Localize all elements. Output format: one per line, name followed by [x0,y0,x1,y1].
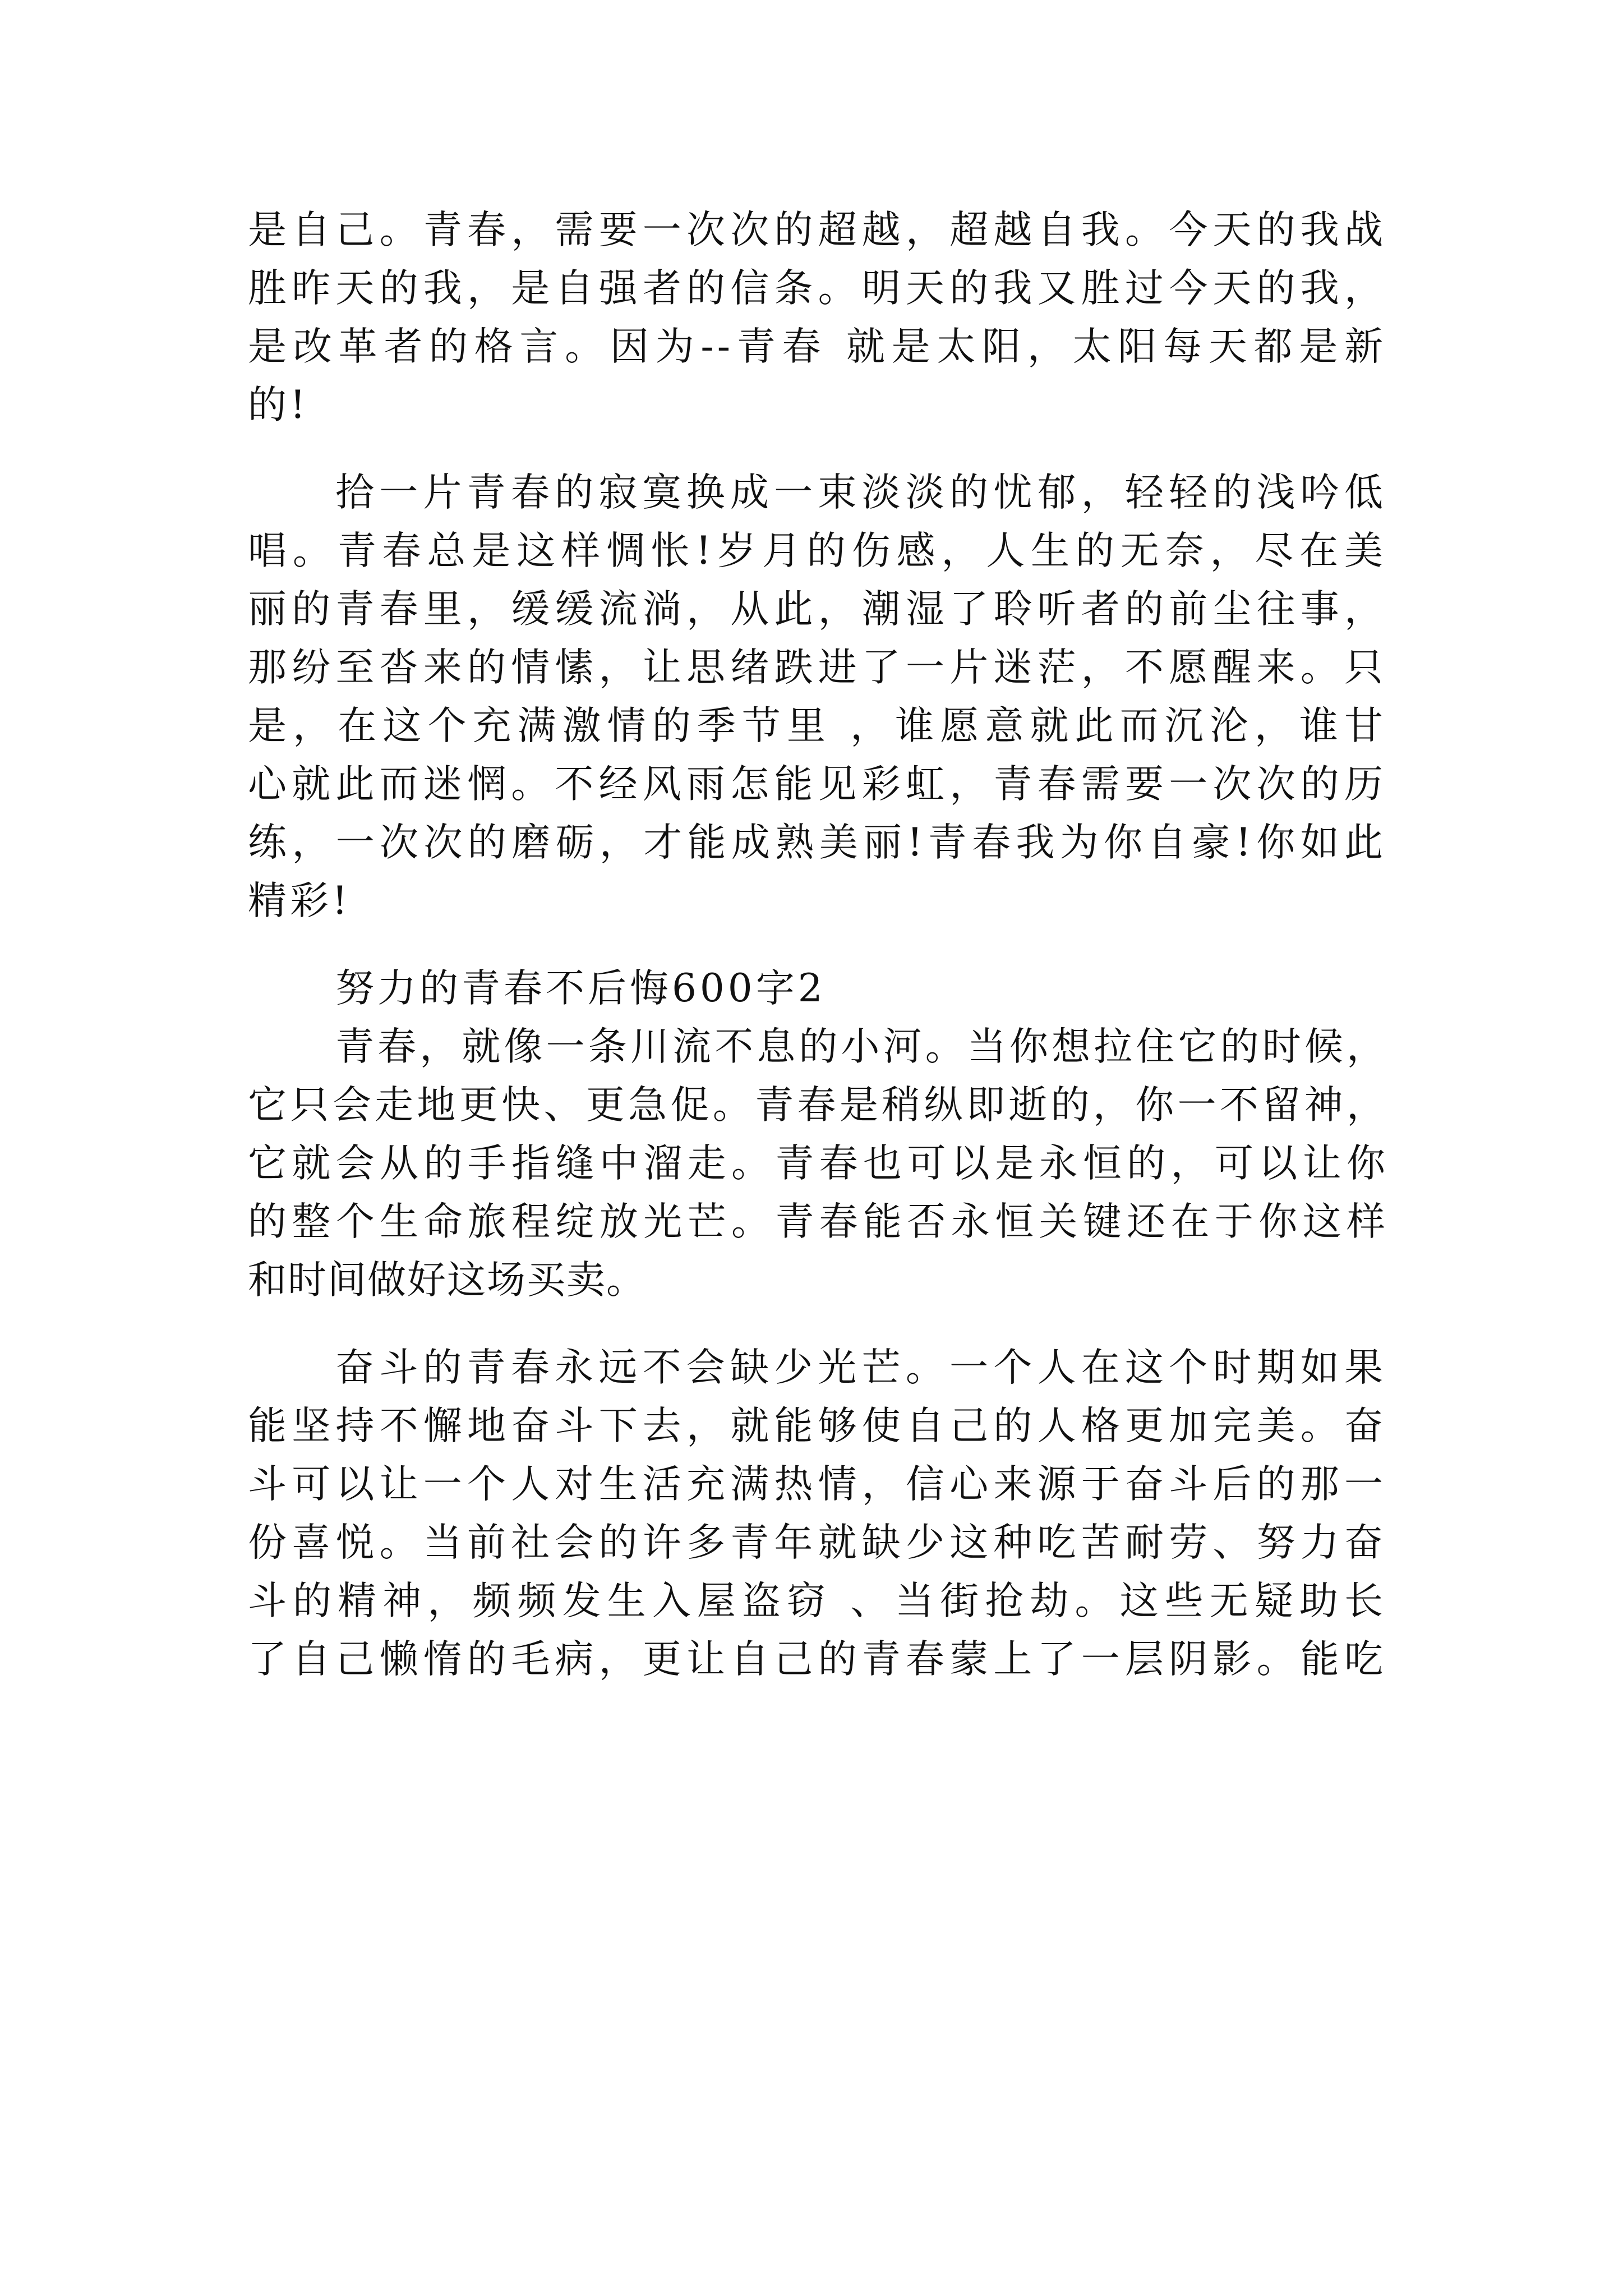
text-line: 练，一次次的磨砺，才能成熟美丽!青春我为你自豪!你如此 [248,820,1386,865]
text-line: 了自己懒惰的毛病，更让自己的青春蒙上了一层阴影。能吃 [248,1637,1386,1682]
text-line: 唱。青春总是这样惆怅!岁月的伤感，人生的无奈，尽在美 [248,528,1386,573]
text-line: 胜昨天的我，是自强者的信条。明天的我又胜过今天的我， [248,266,1386,311]
paragraph-continuation [248,201,1386,434]
text-line: 斗的精神，频频发生入屋盗窃 、当街抢劫。这些无疑助长 [248,1579,1386,1623]
text-line: 精彩! [248,878,351,923]
document-body [248,201,1386,1688]
heading-text: 努力的青春不后悔600字2 [335,966,826,1011]
text-line: 能坚持不懈地奋斗下去，就能够使自己的人格更加完美。奋 [248,1404,1386,1448]
text-line: 那纷至沓来的情愫，让思绪跌进了一片迷茫，不愿醒来。只 [248,645,1386,690]
text-line: 斗可以让一个人对生活充满热情，信心来源于奋斗后的那一 [248,1462,1386,1507]
section-heading [248,959,1386,1018]
text-line: 和时间做好这场买卖。 [248,1258,646,1303]
text-line: 是，在这个充满激情的季节里 ，谁愿意就此而沉沦，谁甘 [248,703,1386,748]
text-line: 它就会从的手指缝中溜走。青春也可以是永恒的，可以让你 [248,1141,1386,1186]
text-line: 心就此而迷惘。不经风雨怎能见彩虹，青春需要一次次的历 [248,762,1386,807]
text-line: 青春，就像一条川流不息的小河。当你想拉住它的时候， [335,1024,1386,1069]
text-line: 拾一片青春的寂寞换成一束淡淡的忧郁，轻轻的浅吟低 [335,470,1386,515]
text-line: 丽的青春里，缓缓流淌，从此，潮湿了聆听者的前尘往事， [248,587,1386,632]
text-line: 份喜悦。当前社会的许多青年就缺少这种吃苦耐劳、努力奋 [248,1520,1386,1565]
text-line: 它只会走地更快、更急促。青春是稍纵即逝的，你一不留神， [248,1083,1386,1128]
paragraph [248,1338,1386,1688]
text-line: 奋斗的青春永远不会缺少光芒。一个人在这个时期如果 [335,1345,1386,1390]
text-line: 的! [248,383,309,427]
paragraph [248,1018,1386,1309]
text-line: 的整个生命旅程绽放光芒。青春能否永恒关键还在于你这样 [248,1199,1386,1244]
text-line: 是改革者的格言。因为--青春 就是太阳，太阳每天都是新 [248,324,1386,369]
paragraph [248,463,1386,930]
text-line: 是自己。青春，需要一次次的超越，超越自我。今天的我战 [248,208,1386,252]
